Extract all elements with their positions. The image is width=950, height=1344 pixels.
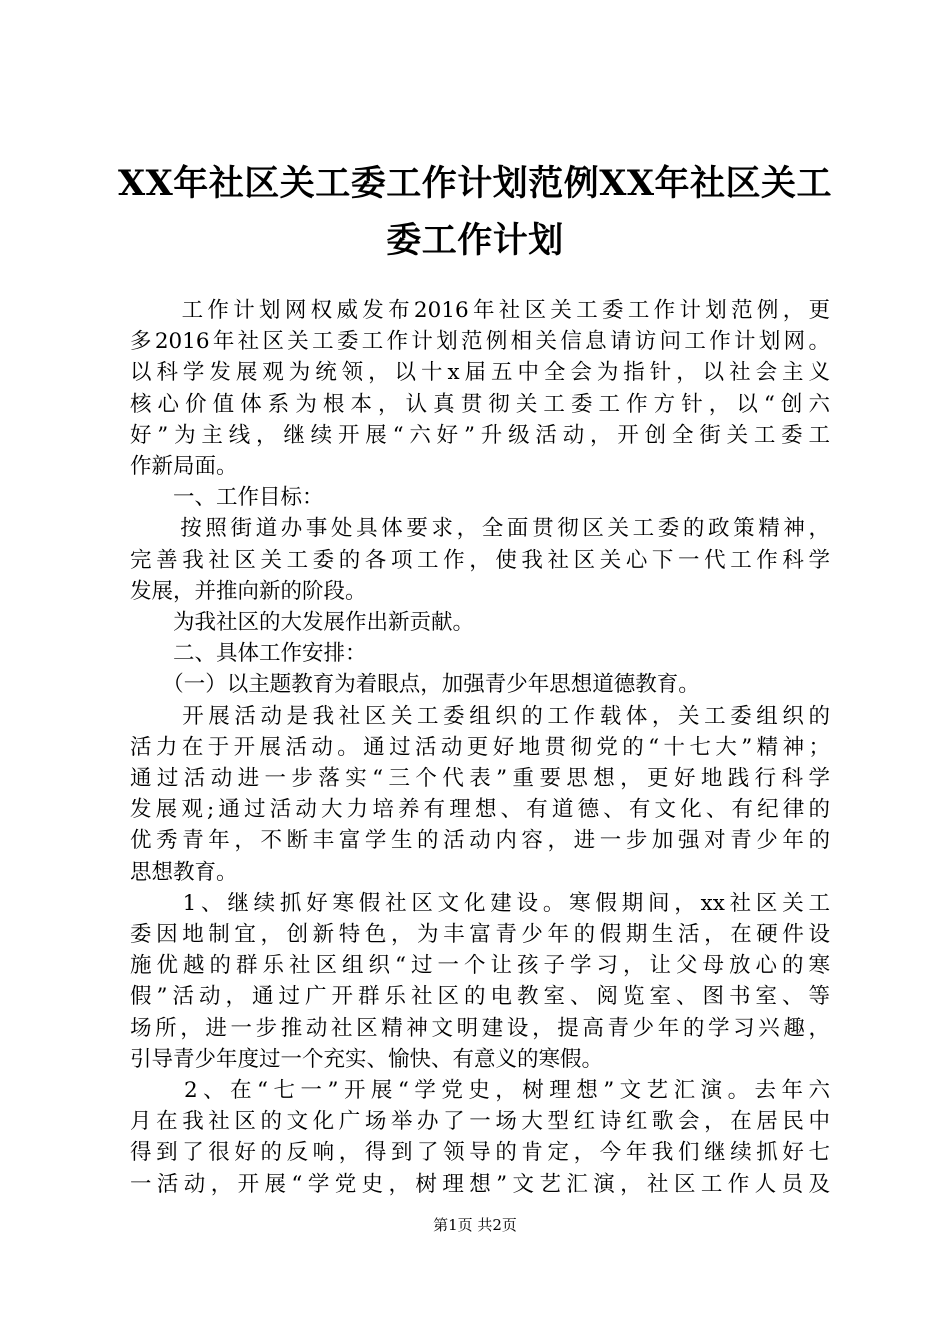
- document-title-line-2: 委工作计划: [386, 220, 564, 261]
- body-line: 一活动，开展“学党史，树理想”文艺汇演，社区工作人员及: [130, 1171, 830, 1197]
- body-line: 委因地制宜，创新特色，为丰富青少年的假期生活，在硬件设: [130, 922, 830, 947]
- body-line: 好”为主线，继续开展“六好”升级活动，开创全街关工委工: [130, 422, 830, 448]
- body-line: 发展观;通过活动大力培养有理想、有道德、有文化、有纪律的: [130, 797, 830, 823]
- body-line: 2、在“七一”开展“学党史，树理想”文艺汇演。去年六: [130, 1078, 830, 1103]
- body-line: 优秀青年，不断丰富学生的活动内容，进一步加强对青少年的: [130, 828, 830, 854]
- body-line: 思想教育。: [130, 859, 238, 885]
- body-line: 引导青少年度过一个充实、愉快、有意义的寒假。: [130, 1046, 604, 1072]
- body-line: 开展活动是我社区关工委组织的工作载体，关工委组织的: [130, 703, 830, 729]
- body-line: 通过活动进一步落实“三个代表”重要思想，更好地践行科学: [130, 766, 830, 791]
- page-footer: 第1页 共2页: [433, 1216, 517, 1234]
- body-line: 一、工作目标：: [130, 485, 324, 511]
- body-line: （一）以主题教育为着眼点，加强青少年思想道德教育。: [130, 672, 700, 698]
- body-line: 完善我社区关工委的各项工作，使我社区关心下一代工作科学: [130, 547, 830, 573]
- body-line: 以科学发展观为统领，以十x届五中全会为指针，以社会主义: [130, 360, 830, 386]
- body-line: 假”活动，通过广开群乐社区的电教室、阅览室、图书室、等: [130, 984, 830, 1010]
- body-line: 工作计划网权威发布2016年社区关工委工作计划范例，更: [130, 298, 830, 323]
- body-line: 按照街道办事处具体要求，全面贯彻区关工委的政策精神，: [130, 516, 830, 542]
- body-line: 施优越的群乐社区组织“过一个让孩子学习，让父母放心的寒: [130, 953, 830, 979]
- body-line: 得到了很好的反响，得到了领导的肯定，今年我们继续抓好七: [130, 1140, 830, 1166]
- body-line: 发展，并推向新的阶段。: [130, 578, 367, 604]
- body-line: 场所，进一步推动社区精神文明建设，提高青少年的学习兴趣，: [130, 1015, 830, 1041]
- document-title-line-1: XX年社区关工委工作计划范例XX年社区关工: [117, 163, 833, 204]
- body-line: 为我社区的大发展作出新贡献。: [130, 610, 475, 635]
- body-line: 活力在于开展活动。通过活动更好地贯彻党的“十七大”精神；: [130, 734, 830, 760]
- body-line: 二、具体工作安排：: [130, 641, 367, 667]
- body-line: 月在我社区的文化广场举办了一场大型红诗红歌会，在居民中: [130, 1109, 830, 1135]
- body-line: 作新局面。: [130, 454, 238, 479]
- body-line: 1、继续抓好寒假社区文化建设。寒假期间，xx社区关工: [130, 890, 830, 916]
- body-line: 多2016年社区关工委工作计划范例相关信息请访问工作计划网。: [130, 329, 830, 355]
- body-line: 核心价值体系为根本，认真贯彻关工委工作方针，以“创六: [130, 391, 830, 417]
